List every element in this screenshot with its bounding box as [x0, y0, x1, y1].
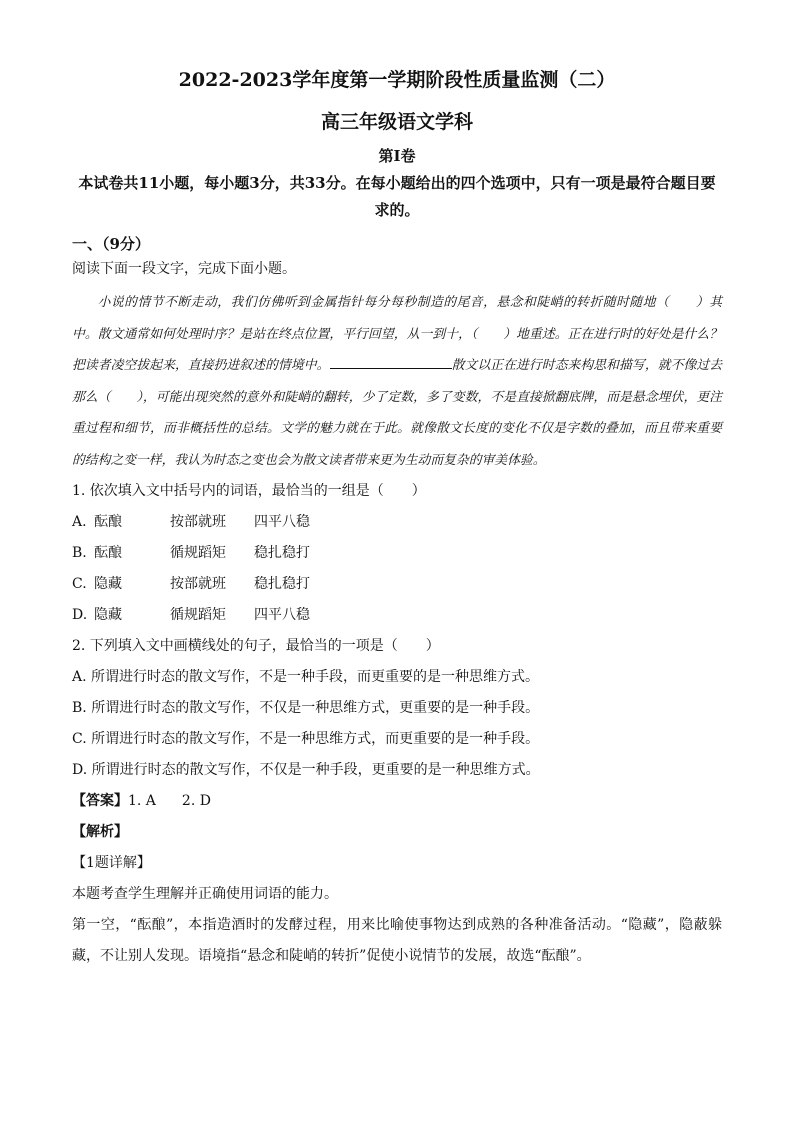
answer-1: 1. A: [128, 793, 156, 809]
exam-subtitle: 高三年级语文学科: [320, 111, 473, 133]
analysis-tag: 【解析】: [72, 824, 128, 840]
reading-passage: [72, 287, 722, 476]
question-1-stem: 1. 依次填入文中括号内的词语，最恰当的一组是（ ）: [72, 483, 426, 499]
option-label: A.: [72, 514, 87, 530]
passage-part-1: 小说的情节不断走动，我们仿佛听到金属指针每分每秒制造的尾音，悬念和陡峭的转折随时随地（ ）其中。散文通常如何处理时序？是站在终点位置，平行回望，从一到十，（ ）地重述。正在进行时的好处是什么？把读者凌空拔起来，直接扔进叙述的情境中。: [72, 295, 722, 373]
exam-title: 2022-2023学年度第一学期阶段性质量监测（二）: [178, 69, 616, 91]
q2-option-d: D. 所谓进行时态的散文写作，不仅是一种手段，更重要的是一种思维方式。: [72, 762, 540, 778]
option-word: 稳扎稳打: [254, 545, 310, 561]
q2-option-b: B. 所谓进行时态的散文写作，不仅是一种思维方式，更重要的是一种手段。: [72, 700, 540, 716]
detail-line: [72, 848, 722, 879]
option-word: 稳扎稳打: [254, 576, 310, 592]
q1-option-d: [72, 600, 722, 631]
detail-paragraph-1: 本题考查学生理解并正确使用词语的能力。: [72, 886, 338, 902]
underline-blank: [330, 354, 452, 369]
detail-tag: 【1题详解】: [72, 855, 151, 871]
option-word: 按部就班: [170, 514, 226, 530]
option-label: B.: [72, 545, 87, 561]
option-word: 酝酿: [94, 514, 122, 530]
option-word: 四平八稳: [254, 607, 310, 623]
q1-option-b: [72, 538, 722, 569]
q1-option-a: [72, 507, 722, 538]
answer-tag: 【答案】: [72, 793, 128, 809]
section-heading: 一、（9分）: [72, 235, 150, 253]
option-word: 隐藏: [94, 576, 122, 592]
answer-line: [72, 786, 722, 817]
option-word: 循规蹈矩: [170, 607, 226, 623]
analysis-line: [72, 817, 722, 848]
detail-paragraph-2: 第一空，“酝酿”，本指造酒时的发酵过程，用来比喻使事物达到成熟的各种准备活动。“隐藏”，隐蔽躲藏，不让别人发现。语境指“悬念和陡峭的转折”促使小说情节的发展，故选“酝酿”。: [72, 917, 722, 964]
option-label: C.: [72, 576, 87, 592]
option-label: D.: [72, 607, 88, 623]
q2-option-a: A. 所谓进行时态的散文写作，不是一种手段，而更重要的是一种思维方式。: [72, 669, 540, 685]
passage-part-2: 散文以正在进行时态来构思和描写，就不像过去那么（ ），可能出现突然的意外和陡峭的翻转，少了定数，多了变数，不是直接掀翻底牌，而是悬念埋伏，更注重过程和细节，而非概括性的总结。文学的魅力就在于此。就像散文长度的变化不仅是字数的叠加，而且带来重要的结构之变一样，我认为时态之变也会为散文读者带来更为生动而复杂的审美体验。: [72, 358, 723, 468]
option-word: 酝酿: [94, 545, 122, 561]
option-word: 循规蹈矩: [170, 545, 226, 561]
q1-option-c: [72, 569, 722, 600]
option-word: 隐藏: [94, 607, 122, 623]
reading-intro: 阅读下面一段文字，完成下面小题。: [72, 261, 296, 277]
option-word: 按部就班: [170, 576, 226, 592]
volume-label: 第Ⅰ卷: [378, 147, 416, 165]
question-2-stem: 2. 下列填入文中画横线处的句子，最恰当的一项是（ ）: [72, 638, 440, 654]
q2-option-c: C. 所谓进行时态的散文写作，不是一种思维方式，而更重要的是一种手段。: [72, 731, 540, 747]
option-word: 四平八稳: [254, 514, 310, 530]
answer-2: 2. D: [181, 793, 211, 809]
exam-instructions: 本试卷共11小题，每小题3分，共33分。在每小题给出的四个选项中，只有一项是最符合题目要求的。: [78, 174, 716, 219]
